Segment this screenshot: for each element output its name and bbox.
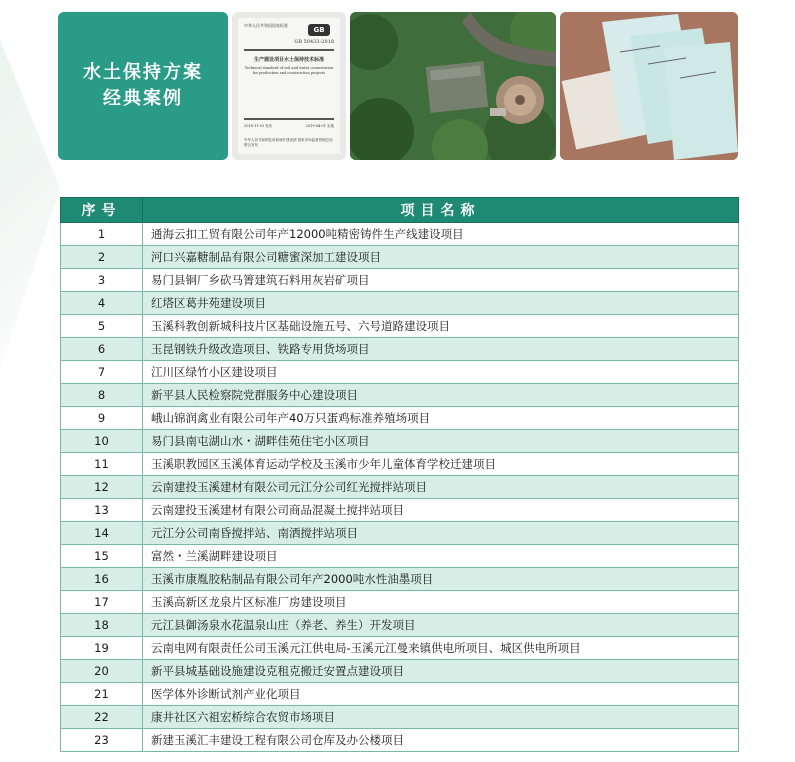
project-table [60,197,739,752]
row-number: 18 [61,614,143,637]
gb-logo-icon: GB [308,24,330,36]
table-row [61,591,739,614]
background-decoration [0,40,60,370]
row-number: 3 [61,269,143,292]
row-number: 21 [61,683,143,706]
project-name: 河口兴嘉糖制品有限公司糖蜜深加工建设项目 [143,246,739,269]
standard-document-photo [232,12,346,160]
row-number: 7 [61,361,143,384]
project-name: 云南电网有限责任公司玉溪元江供电局-玉溪元江曼来镇供电所项目、城区供电所项目 [143,637,739,660]
document-cover [238,18,340,154]
doc-title-cn: 生产建设项目水土保持技术标准 [253,57,324,63]
table-row [61,430,739,453]
row-number: 9 [61,407,143,430]
row-number: 13 [61,499,143,522]
table-row [61,568,739,591]
row-number: 1 [61,223,143,246]
row-number: 17 [61,591,143,614]
table-row [61,522,739,545]
table-row [61,614,739,637]
doc-title-en: Technical standard of soil and water conservation for production and construction projects [244,66,334,75]
table-row [61,246,739,269]
project-name: 新建玉溪汇丰建设工程有限公司仓库及办公楼项目 [143,729,739,752]
project-name: 易门县南屯湖山水・湖畔佳苑住宅小区项目 [143,430,739,453]
project-name: 云南建投玉溪建材有限公司元江分公司红光搅拌站项目 [143,476,739,499]
header-no: 序号 [61,198,143,223]
project-name: 玉溪科教创新城科技片区基础设施五号、六号道路建设项目 [143,315,739,338]
table-row [61,338,739,361]
aerial-image-icon [350,12,556,160]
row-number: 23 [61,729,143,752]
documents-photo [560,12,738,160]
project-name: 玉溪市康胤胶粘制品有限公司年产2000吨水性油墨项目 [143,568,739,591]
table-row [61,637,739,660]
table-row [61,453,739,476]
row-number: 22 [61,706,143,729]
project-name: 新平县人民检察院党群服务中心建设项目 [143,384,739,407]
row-number: 12 [61,476,143,499]
project-name: 云南建投玉溪建材有限公司商品混凝土搅拌站项目 [143,499,739,522]
doc-implement-date: 2019-04-01 实施 [305,124,334,128]
doc-number: GB 50433-2018 [294,39,334,45]
table-row [61,729,739,752]
header-name: 项目名称 [143,198,739,223]
table-header-row [61,198,739,223]
row-number: 11 [61,453,143,476]
doc-publisher: 中华人民共和国住房和城乡建设部 国家市场监督管理总局 联合发布 [244,138,333,147]
banner-title-line2: 经典案例 [103,88,183,109]
table-row [61,499,739,522]
row-number: 6 [61,338,143,361]
project-name: 康井社区六祖宏桥综合农贸市场项目 [143,706,739,729]
doc-header: 中华人民共和国国家标准 [244,23,288,28]
table-row [61,407,739,430]
project-name: 医学体外诊断试剂产业化项目 [143,683,739,706]
project-name: 新平县城基础设施建设克租克搬迁安置点建设项目 [143,660,739,683]
row-number: 14 [61,522,143,545]
table-row [61,361,739,384]
table-row [61,292,739,315]
report-documents-icon [560,12,738,160]
table-row [61,384,739,407]
project-name: 通海云扣工贸有限公司年产12000吨精密铸件生产线建设项目 [143,223,739,246]
project-name: 玉昆钢铁升级改造项目、铁路专用货场项目 [143,338,739,361]
table-row [61,706,739,729]
aerial-site-photo [350,12,556,160]
project-name: 峨山锦润禽业有限公司年产40万只蛋鸡标准养殖场项目 [143,407,739,430]
banner-title-line1: 水土保持方案 [83,62,203,83]
doc-divider-bottom [244,118,334,120]
table-row [61,476,739,499]
row-number: 5 [61,315,143,338]
doc-divider [244,49,334,51]
row-number: 19 [61,637,143,660]
project-name: 江川区绿竹小区建设项目 [143,361,739,384]
table-row [61,223,739,246]
table-row [61,269,739,292]
row-number: 16 [61,568,143,591]
row-number: 4 [61,292,143,315]
table-row [61,660,739,683]
row-number: 20 [61,660,143,683]
project-name: 易门县铜厂乡砍马箐建筑石料用灰岩矿项目 [143,269,739,292]
table-row [61,545,739,568]
project-name: 玉溪高新区龙泉片区标准厂房建设项目 [143,591,739,614]
project-name: 红塔区葛井苑建设项目 [143,292,739,315]
row-number: 10 [61,430,143,453]
row-number: 15 [61,545,143,568]
row-number: 8 [61,384,143,407]
doc-issue-date: 2018-11-01 发布 [244,124,273,128]
project-name: 元江县御汤泉水花温泉山庄（养老、养生）开发项目 [143,614,739,637]
row-number: 2 [61,246,143,269]
banner-title-tile [58,12,228,160]
project-name: 富然・兰溪湖畔建设项目 [143,545,739,568]
table-row [61,315,739,338]
project-name: 元江分公司南昏搅拌站、南洒搅拌站项目 [143,522,739,545]
table-row [61,683,739,706]
project-name: 玉溪职教园区玉溪体育运动学校及玉溪市少年儿童体育学校迁建项目 [143,453,739,476]
